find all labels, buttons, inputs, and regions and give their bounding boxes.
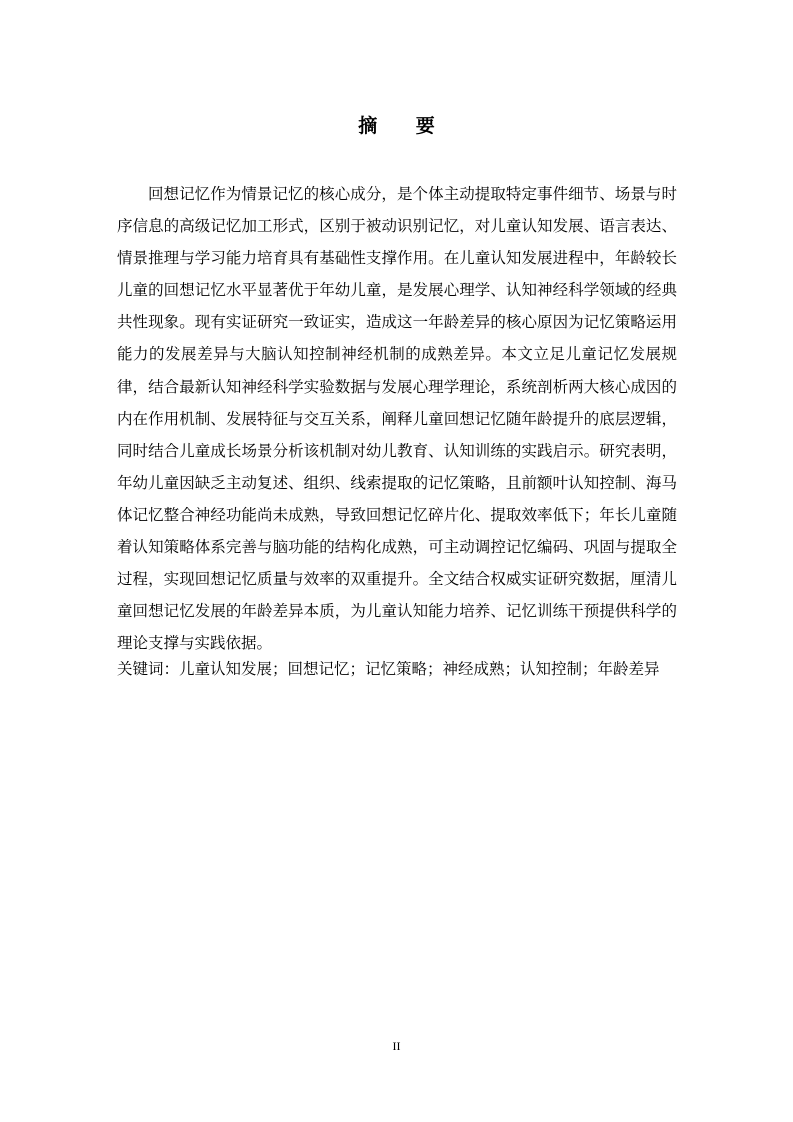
abstract-title: 摘 要 bbox=[358, 115, 451, 137]
keywords-line: 关键词：儿童认知发展；回想记忆；记忆策略；神经成熟；认知控制；年龄差异 bbox=[117, 660, 660, 678]
page-number: II bbox=[392, 1039, 401, 1053]
abstract-body: 回想记忆作为情景记忆的核心成分，是个体主动提取特定事件细节、场景与时序信息的高级记忆加工形式，区别于被动识别记忆，对儿童认知发展、语言表达、情景推理与学习能力培育具有基础性支撑作用。在儿童认知发展进程中，年龄较长儿童的回想记忆水平显著优于年幼儿童，是发展心理学、认知神经科学领域的经典共性现象。现有实证研究一致证实，造成这一年龄差异的核心原因为记忆策略运用能力的发展差异与大脑认知控制神经机制的成熟差异。本文立足儿童记忆发展规律，结合最新认知神经科学实验数据与发展心理学理论，系统剖析两大核心成因的内在作用机制、发展特征与交互关系，阐释儿童回想记忆随年龄提升的底层逻辑，同时结合儿童成长场景分析该机制对幼儿教育、认知训练的实践启示。研究表明，年幼儿童因缺乏主动复述、组织、线索提取的记忆策略，且前额叶认知控制、海马体记忆整合神经功能尚未成熟，导致回想记忆碎片化、提取效率低下；年长儿童随着认知策略体系完善与脑功能的结构化成熟，可主动调控记忆编码、巩固与提取全过程，实现回想记忆质量与效率的双重提升。全文结合权威实证研究数据，厘清儿童回想记忆发展的年龄差异本质，为儿童认知能力培养、记忆训练干预提供科学的理论支撑与实践依据。 bbox=[117, 185, 677, 653]
